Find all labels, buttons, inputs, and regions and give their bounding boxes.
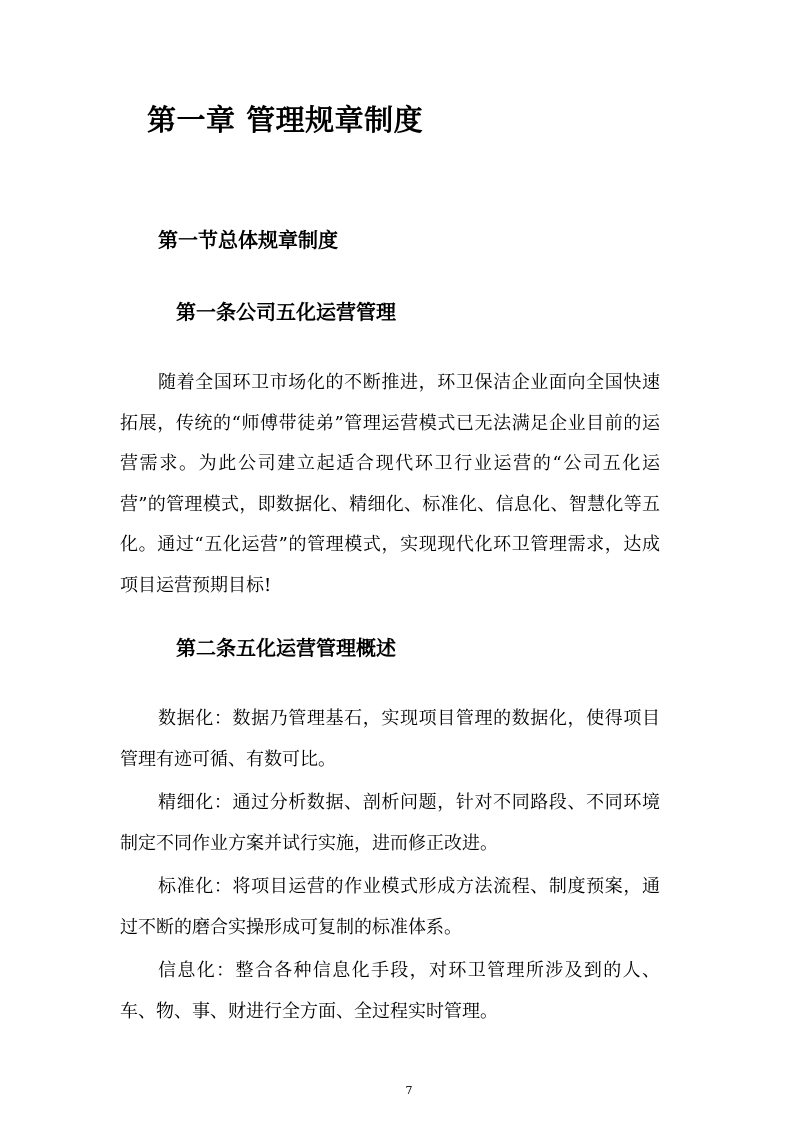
article-1-body: 随着全国环卫市场化的不断推进，环卫保洁企业面向全国快速拓展，传统的“师傅带徒弟”管理运营模式已无法满足企业目前的运营需求。为此公司建立起适合现代环卫行业运营的“公司五化运营”的管理模式，即数据化、精细化、标准化、信息化、智慧化等五化。通过“五化运营”的管理模式，实现现代化环卫管理需求，达成项目运营预期目标! xyxy=(120,372,660,596)
page-number: 7 xyxy=(405,1084,413,1097)
standardization-item-paragraph: 标准化：将项目运营的作业模式形成方法流程、制度预案，通过不断的磨合实操形成可复制的标准体系。 xyxy=(120,876,660,938)
data-item-paragraph: 数据化：数据乃管理基石，实现项目管理的数据化，使得项目管理有迹可循、有数可比。 xyxy=(120,708,660,770)
refinement-item-paragraph: 精细化：通过分析数据、剖析问题，针对不同路段、不同环境制定不同作业方案并试行实施，进而修正改进。 xyxy=(120,792,660,854)
informatization-item-paragraph: 信息化：整合各种信息化手段，对环卫管理所涉及到的人、车、物、事、财进行全方面、全过程实时管理。 xyxy=(120,960,660,1022)
article-1-title: 第一条公司五化运营管理 xyxy=(176,300,396,324)
section-title: 第一节总体规章制度 xyxy=(158,228,338,252)
article-2-title: 第二条五化运营管理概述 xyxy=(176,636,396,660)
chapter-title: 第一章 管理规章制度 xyxy=(147,103,424,137)
